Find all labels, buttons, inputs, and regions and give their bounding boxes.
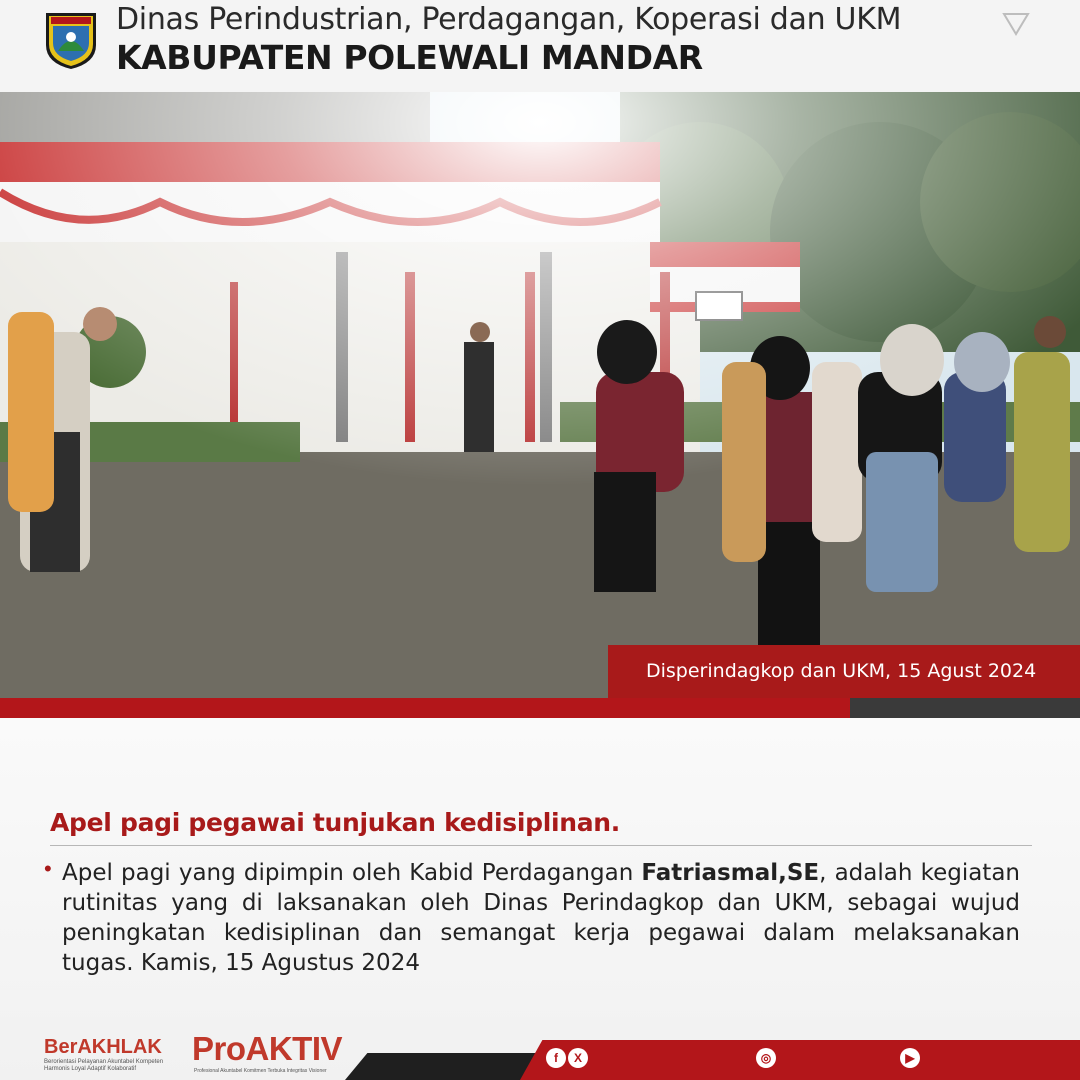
proaktiv-tagline: Profesional Akuntabel Komitmen Terbuka Integritas Visioner [194,1068,327,1074]
header [0,0,1080,92]
x-icon[interactable]: X [568,1048,588,1068]
article-body-prefix: Apel pagi yang dipimpin oleh Kabid Perdagangan [62,860,642,886]
article-body-name: Fatriasmal,SE [641,860,820,886]
youtube-icon[interactable]: ▶ [900,1048,920,1068]
facebook-icon[interactable]: f [546,1048,566,1068]
footer-logos [44,1022,364,1080]
org-name: Dinas Perindustrian, Perdagangan, Koperasi dan UKM [116,2,902,37]
accent-band-red [0,698,850,718]
footer-red-band [520,1040,1080,1080]
triangle-icon [1002,12,1030,36]
instagram-icon[interactable]: ◎ [756,1048,776,1068]
article-body [62,858,1020,978]
article-headline: Apel pagi pegawai tunjukan kedisiplinan. [50,808,620,837]
photo-caption-box [608,645,1080,698]
article-body-suffix: , adalah kegiatan rutinitas yang di laksanakan oleh Dinas Perindagkop dan UKM, sebagai wujud peningkatan kedisiplinan dan semangat kerja pegawai dalam melaksanakan tugas. Kamis, 15 Agustus 2024 [62,860,1020,976]
proaktiv-logo: ProAKTIV [192,1030,343,1067]
event-photo [0,92,1080,698]
headline-divider [50,845,1032,846]
regency-logo [44,11,98,71]
accent-band-dark [850,698,1080,718]
org-region-title: KABUPATEN POLEWALI MANDAR [116,38,703,77]
photo-caption: Disperindagkop dan UKM, 15 Agust 2024 [646,660,1037,682]
berakhlak-tagline: Berorientasi Pelayanan Akuntabel Kompeten Harmonis Loyal Adaptif Kolaboratif [44,1059,164,1072]
berakhlak-logo: BerAKHLAK [44,1036,162,1058]
bullet-icon: • [44,856,52,881]
